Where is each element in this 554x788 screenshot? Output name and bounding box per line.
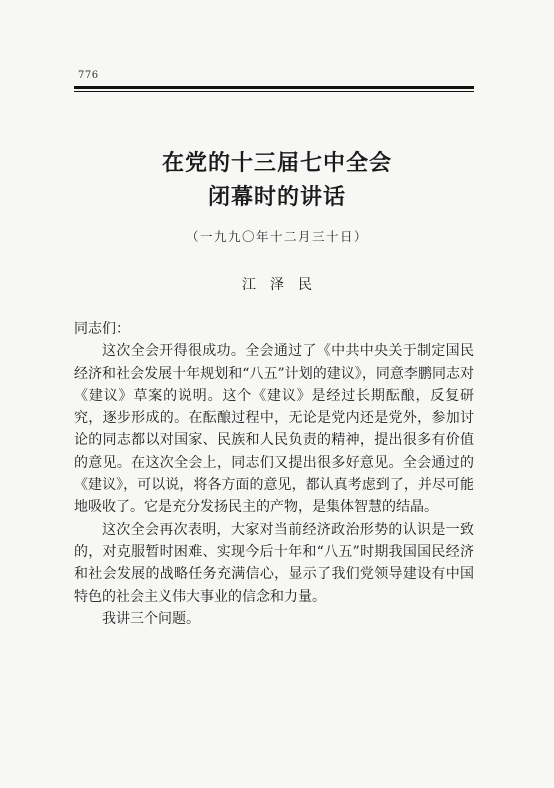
paragraph: 这次全会开得很成功。全会通过了《中共中央关于制定国民经济和社会发展十年规划和“八五”计划的建议》，同意李鹏同志对《建议》草案的说明。这个《建议》是经过长期酝酿，反复研究，逐步形成的。在酝酿过程中，无论是党内还是党外，参加讨论的同志都以对国家、民族和人民负责的精神，提出很多有价值的意见。在这次全会上，同志们又提出很多好意见。全会通过的《建议》，可以说，将各方面的意见，都认真考虑到了，并尽可能地吸收了。它是充分发扬民主的产物，是集体智慧的结晶。 [74, 343, 474, 516]
header-rule-thin [74, 91, 474, 92]
body-text [74, 318, 474, 630]
header-rule-thick [74, 86, 474, 89]
author-name: 江泽民 [242, 277, 326, 293]
title-line-2: 闭幕时的讲话 [207, 185, 346, 210]
title-line-1: 在党的十三届七中全会 [161, 151, 392, 176]
paragraph: 我讲三个问题。 [102, 610, 200, 627]
speech-date: （一九九〇年十二月三十日） [185, 229, 368, 244]
salutation: 同志们： [74, 321, 130, 337]
page-number: 776 [78, 70, 99, 81]
paragraph: 这次全会再次表明，大家对当前经济政治形势的认识是一致的，对克服暂时困难、实现今后十年和“八五”时期我国国民经济和社会发展的战略任务充满信心，显示了我们党领导建设有中国特色的社会主义伟大事业的信念和力量。 [74, 521, 474, 605]
